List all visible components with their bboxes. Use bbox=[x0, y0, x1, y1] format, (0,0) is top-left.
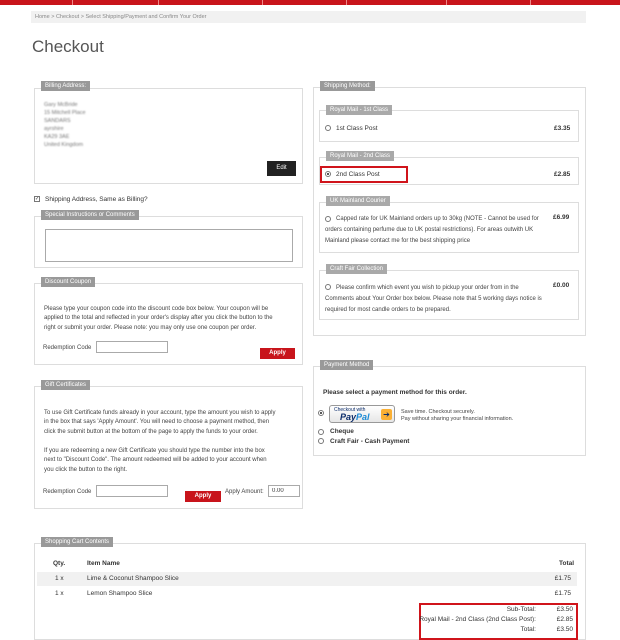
paypal-radio[interactable] bbox=[318, 410, 324, 416]
edit-billing-button[interactable]: Edit bbox=[267, 161, 296, 176]
billing-legend: Billing Address: bbox=[41, 81, 90, 91]
coupon-instructions: Please type your coupon code into the discount code box below. Your coupon will be applied to the total and reflected in your order's display after you click the button to the right or submit your order. Please note: you may only use one coupon per order. bbox=[44, 306, 273, 331]
shipping-same-checkbox[interactable]: ✓ bbox=[35, 196, 40, 202]
shipping-legend: Shipping Method: bbox=[320, 81, 375, 91]
coupon-code-label: Redemption Code bbox=[43, 345, 92, 351]
courier-description: Capped rate for UK Mainland orders up to 30kg (NOTE - Cannot be used for orders containing perfume due to UK postal restrictions). For areas outwith UK Mainland please contact me for the best shipping price bbox=[325, 216, 539, 244]
shipping-price: £3.35 bbox=[554, 125, 571, 132]
coupon-legend: Discount Coupon bbox=[41, 277, 95, 287]
total-header: Total bbox=[559, 560, 575, 567]
paypal-tagline: Save time. Checkout securely. Pay without sharing your financial information. bbox=[401, 409, 514, 422]
top-nav-bar bbox=[0, 0, 620, 5]
shipping-group-title: Royal Mail - 2nd Class bbox=[326, 151, 394, 161]
2nd-class-radio[interactable] bbox=[325, 171, 331, 177]
arrow-right-icon: ➔ bbox=[381, 409, 392, 420]
coupon-apply-button[interactable]: Apply bbox=[260, 348, 295, 359]
summary-values: £3.50 £2.85 £3.50 bbox=[556, 606, 573, 633]
gift-code-input[interactable] bbox=[96, 485, 168, 497]
cheque-radio[interactable] bbox=[318, 429, 324, 435]
payment-legend: Payment Method bbox=[320, 360, 373, 370]
shipping-price: £0.00 bbox=[553, 282, 570, 289]
coupon-code-input[interactable] bbox=[96, 341, 168, 353]
cash-payment-radio[interactable] bbox=[318, 438, 324, 444]
cart-legend: Shopping Cart Contents bbox=[41, 537, 113, 547]
page-title: Checkout bbox=[32, 37, 104, 56]
shipping-option-label: 2nd Class Post bbox=[336, 171, 380, 178]
paypal-checkout-button[interactable]: Checkout with PayPal ➔ bbox=[329, 405, 395, 423]
shipping-group-title: Craft Fair Collection bbox=[326, 264, 387, 274]
cash-payment-label: Craft Fair - Cash Payment bbox=[330, 438, 410, 445]
gift-apply-button[interactable]: Apply bbox=[185, 491, 221, 502]
breadcrumb[interactable]: Home > Checkout > Select Shipping/Payment and Confirm Your Order bbox=[31, 11, 586, 23]
shipping-price: £6.99 bbox=[553, 214, 570, 221]
1st-class-radio[interactable] bbox=[325, 125, 331, 131]
cheque-label: Cheque bbox=[330, 428, 354, 435]
paypal-logo: PayPal bbox=[340, 412, 370, 422]
billing-address-text: Gary McBride 15 Mitchell Place SANDARS ayrshire KA29 3AE United Kingdom bbox=[44, 102, 86, 148]
table-row: 1 x Lime & Coconut Shampoo Slice £1.75 bbox=[37, 572, 577, 586]
qty-header: Qty. bbox=[53, 560, 66, 567]
shipping-group-title: UK Mainland Courier bbox=[326, 196, 390, 206]
apply-amount-input[interactable] bbox=[268, 485, 300, 497]
gift-code-label: Redemption Code bbox=[43, 489, 92, 495]
gift-legend: Gift Certificates bbox=[41, 380, 90, 390]
summary-labels: Sub-Total: Royal Mail - 2nd Class (2nd Class Post): Total: bbox=[419, 606, 536, 633]
shipping-same-label: Shipping Address, Same as Billing? bbox=[45, 196, 148, 203]
shipping-price: £2.85 bbox=[554, 171, 571, 178]
gift-instructions: To use Gift Certificate funds already in your account, type the amount you wish to apply in the box that says 'Apply Amount'. You will need to choose a payment method, then click the submit button at the bottom of the page to apply the funds to your order. bbox=[44, 410, 276, 435]
craft-fair-description: Please confirm which event you wish to pickup your order from in the Comments about Your Order box below. Please note that 5 working days notice is required for most candle orders to be prepared. bbox=[325, 285, 542, 313]
apply-amount-label: Apply Amount: bbox=[225, 489, 264, 495]
item-header: Item Name bbox=[87, 560, 120, 567]
shipping-group-title: Royal Mail - 1st Class bbox=[326, 105, 392, 115]
shipping-option-label: 1st Class Post bbox=[336, 125, 378, 132]
payment-prompt: Please select a payment method for this order. bbox=[323, 389, 467, 396]
gift-new-instructions: If you are redeeming a new Gift Certificate you should type the number into the box next to "Discount Code". The amount redeemed will be added to your account when you click the button to the right. bbox=[44, 448, 267, 473]
table-row: 1 x Lemon Shampoo Slice £1.75 bbox=[55, 590, 571, 597]
instructions-textarea[interactable] bbox=[45, 229, 293, 262]
instructions-legend: Special Instructions or Comments bbox=[41, 210, 139, 220]
